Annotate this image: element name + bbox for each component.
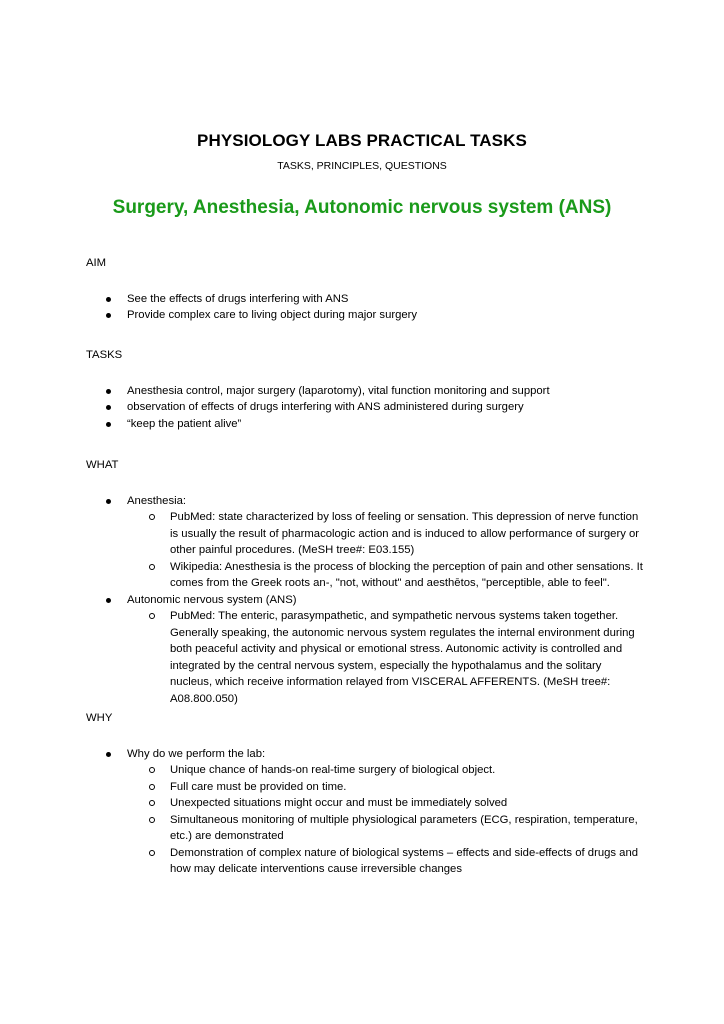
aim-section xyxy=(86,255,646,324)
list-item: See the effects of drugs interfering with ANS xyxy=(86,291,646,308)
list-item xyxy=(86,493,646,592)
list-item: “keep the patient alive” xyxy=(86,416,646,433)
sub-list-item: Demonstration of complex nature of biological systems – effects and side-effects of drugs and how may delicate interventions cause irreversible changes xyxy=(127,845,646,878)
list-item: observation of effects of drugs interfering with ANS administered during surgery xyxy=(86,399,646,416)
sub-list-item: Unique chance of hands-on real-time surgery of biological object. xyxy=(127,762,646,779)
sub-list xyxy=(127,608,646,707)
what-list xyxy=(86,493,646,708)
sub-list-item: Simultaneous monitoring of multiple physiological parameters (ECG, respiration, temperature, etc.) are demonstrated xyxy=(127,812,646,845)
sub-list xyxy=(127,509,646,592)
sub-list xyxy=(127,762,646,878)
aim-label: AIM xyxy=(86,257,107,269)
why-list xyxy=(86,746,646,878)
list-item: Anesthesia control, major surgery (laparotomy), vital function monitoring and support xyxy=(86,383,646,400)
what-section xyxy=(86,457,646,707)
list-item-text: Why do we perform the lab: xyxy=(127,747,266,760)
sub-list-item: Full care must be provided on time. xyxy=(127,779,646,796)
what-label: WHAT xyxy=(86,459,119,471)
list-item-text: Autonomic nervous system (ANS) xyxy=(127,593,297,606)
tasks-section xyxy=(86,347,646,432)
sub-list-item: PubMed: state characterized by loss of feeling or sensation. This depression of nerve function is usually the result of pharmacologic action and is induced to allow performance of surgery or other painful procedures. (MeSH tree#: E03.155) xyxy=(127,509,646,559)
sub-list-item: Unexpected situations might occur and must be immediately solved xyxy=(127,795,646,812)
why-label: WHY xyxy=(86,712,113,724)
why-section xyxy=(86,710,646,878)
list-item: Provide complex care to living object during major surgery xyxy=(86,307,646,324)
list-item xyxy=(86,746,646,878)
document-title: PHYSIOLOGY LABS PRACTICAL TASKS xyxy=(197,131,527,150)
topic-heading: Surgery, Anesthesia, Autonomic nervous system (ANS) xyxy=(112,197,612,218)
document-subtitle: TASKS, PRINCIPLES, QUESTIONS xyxy=(277,160,447,172)
tasks-label: TASKS xyxy=(86,349,123,361)
sub-list-item: PubMed: The enteric, parasympathetic, and sympathetic nervous systems taken together. Generally speaking, the autonomic nervous system regulates the internal environment during both peaceful activity and physical or emotional stress. Autonomic activity is controlled and integrated by the central nervous system, especially the hypothalamus and the solitary nucleus, which receive information relayed from VISCERAL AFFERENTS. (MeSH tree#: A08.800.050) xyxy=(127,608,646,707)
list-item xyxy=(86,592,646,708)
tasks-list xyxy=(86,383,646,433)
list-item-text: Anesthesia: xyxy=(127,494,187,507)
sub-list-item: Wikipedia: Anesthesia is the process of blocking the perception of pain and other sensations. It comes from the Greek roots an-, "not, without" and aesthētos, "perceptible, able to feel". xyxy=(127,559,646,592)
aim-list xyxy=(86,291,646,324)
